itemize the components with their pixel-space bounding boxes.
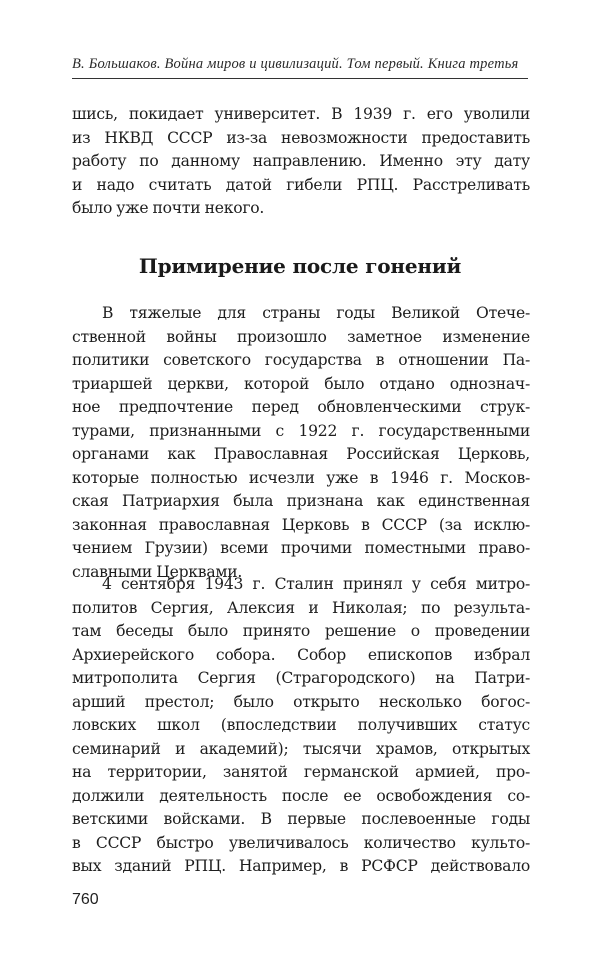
text-line: должили деятельность после ее освобождения со- <box>72 786 530 805</box>
section-heading: Примирение после гонений <box>138 254 462 278</box>
page-number: 760 <box>72 891 99 908</box>
text-line: из НКВД СССР из-за невозможности предоставить <box>72 128 530 147</box>
text-line: политов Сергия, Алексия и Николая; по результа- <box>72 598 530 617</box>
header-rule <box>72 78 528 79</box>
text-line: на территории, занятой германской армией, про- <box>72 763 530 781</box>
paragraph-reconciliation <box>72 302 530 584</box>
text-line: митрополита Сергия (Страгородского) на Патри- <box>72 669 530 687</box>
text-line: турами, признанными с 1922 г. государственными <box>72 421 530 440</box>
text-line: триаршей церкви, которой было отдано однознач- <box>72 374 530 393</box>
text-line: ская Патриархия была признана как единственная <box>72 492 530 510</box>
text-line: ственной войны произошло заметное изменение <box>72 327 530 346</box>
text-line: и надо считать датой гибели РПЦ. Расстреливать <box>72 175 530 194</box>
text-line: которые полностью исчезли уже в 1946 г. Москов- <box>72 468 530 487</box>
text-line: Архиерейского собора. Собор епископов избрал <box>72 645 530 664</box>
text-line: семинарий и академий); тысячи храмов, открытых <box>72 739 530 758</box>
text-line: в СССР быстро увеличивалось количество культо- <box>72 833 530 852</box>
text-line: ное предпочтение перед обновленческими струк- <box>72 398 530 416</box>
text-line: 4 сентября 1943 г. Сталин принял у себя митро- <box>102 575 530 593</box>
text-line: было уже почти некого. <box>72 199 265 217</box>
text-line: шись, покидает университет. В 1939 г. его уволили <box>72 105 530 123</box>
paragraph-stalin-meeting <box>72 573 530 879</box>
text-line: ветскими войсками. В первые послевоенные годы <box>72 810 530 828</box>
text-line: В тяжелые для страны годы Великой Отече- <box>102 304 530 322</box>
text-line: органами как Православная Российская Церковь, <box>72 445 530 463</box>
text-line: работу по данному направлению. Именно эту дату <box>72 152 530 170</box>
text-line: арший престол; было открыто несколько богос- <box>72 692 530 711</box>
text-line: вых зданий РПЦ. Например, в РСФСР действовало <box>72 857 530 875</box>
text-line: славными Церквами. <box>72 562 243 581</box>
text-line: законная православная Церковь в СССР (за исклю- <box>72 515 530 534</box>
text-line: там беседы было принято решение о проведении <box>72 622 530 640</box>
text-line: чением Грузии) всеми прочими поместными право- <box>72 539 530 557</box>
paragraph-continuation <box>72 103 530 221</box>
running-header: В. Большаков. Война миров и цивилизаций. Том первый. Книга третья <box>72 56 519 72</box>
text-line: ловских школ (впоследствии получивших статус <box>72 716 530 734</box>
text-line: политики советского государства в отношении Па- <box>72 351 530 369</box>
